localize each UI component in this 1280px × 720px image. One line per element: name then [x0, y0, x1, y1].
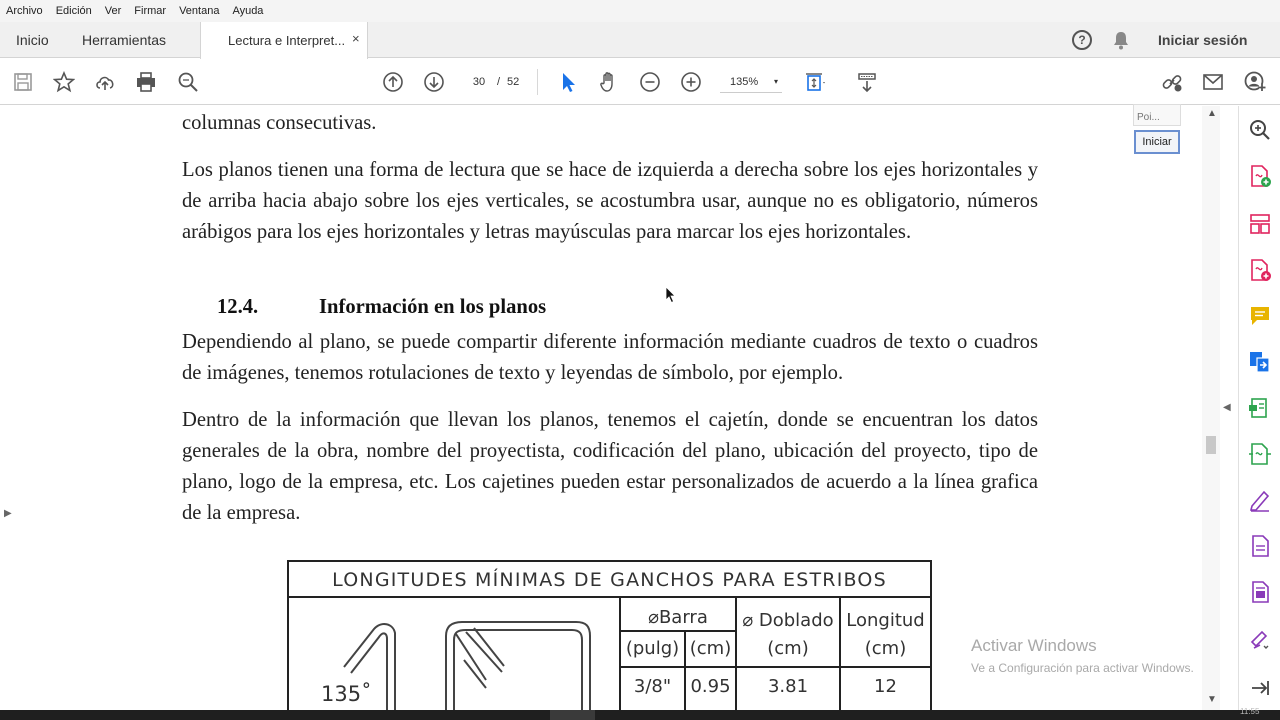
left-panel-toggle-icon[interactable]: ▶ — [4, 508, 12, 519]
page-total: 52 — [507, 76, 520, 88]
menu-archivo[interactable]: Archivo — [6, 5, 43, 17]
tab-inicio[interactable]: Inicio — [16, 32, 49, 48]
signin-button[interactable]: Iniciar sesión — [1158, 32, 1248, 48]
zoom-select[interactable] — [720, 71, 782, 93]
vertical-scrollbar[interactable] — [1202, 106, 1220, 710]
mouse-cursor-icon — [665, 286, 677, 304]
star-icon[interactable] — [52, 70, 76, 94]
menu-bar — [0, 0, 1280, 22]
menu-edicion[interactable]: Edición — [55, 5, 92, 17]
table-title: LONGITUDES MÍNIMAS DE GANCHOS PARA ESTRIBOS — [289, 562, 930, 598]
print-icon[interactable] — [134, 70, 158, 94]
activation-watermark-title: Activar Windows — [971, 636, 1097, 655]
menu-ver[interactable]: Ver — [104, 5, 122, 17]
toolbar-divider — [537, 69, 538, 95]
menu-firmar[interactable]: Firmar — [134, 5, 167, 17]
header-pulg: (pulg) — [625, 638, 680, 659]
paragraph-2: Dependiendo al plano, se puede compartir diferente información mediante cuadros de texto o cuadros de imágenes, tenemos rotulaciones de texto y leyendas de símbolo, por ejemplo. — [182, 331, 1038, 384]
find-input[interactable] — [1133, 104, 1181, 126]
close-icon[interactable]: × — [352, 31, 360, 46]
page-number-input[interactable] — [465, 71, 493, 93]
select-arrow-icon[interactable] — [556, 70, 580, 94]
paragraph-1: Los planos tienen una forma de lectura que se hace de izquierda a derecha sobre los ejes horizontales y de arriba hacia abajo sobre los ejes verticales, se acostumbra usar, aunque no es obligatorio, números arábigos para los ejes horizontales y letras mayúsculas para marcar los ejes horizontales. — [182, 159, 1038, 243]
mail-icon[interactable] — [1201, 70, 1225, 94]
save-icon[interactable] — [11, 70, 35, 94]
header-longitud-unit: (cm) — [864, 638, 907, 659]
tools-panel — [1238, 106, 1280, 710]
activation-watermark-subtitle: Ve a Configuración para activar Windows. — [971, 661, 1194, 675]
right-panel-toggle-icon[interactable]: ◀ — [1223, 402, 1231, 413]
page-up-icon[interactable] — [381, 70, 405, 94]
page-separator: / — [497, 76, 501, 88]
scroll-mode-icon[interactable] — [855, 70, 879, 94]
header-cm: (cm) — [689, 638, 732, 659]
zoom-out-icon[interactable] — [638, 70, 662, 94]
header-longitud: Longitud — [846, 610, 925, 631]
tab-herramientas[interactable]: Herramientas — [82, 32, 167, 48]
send-for-signature-icon[interactable] — [1248, 534, 1272, 558]
taskbar — [0, 707, 1280, 720]
taskbar-clock: 11:55 — [1240, 707, 1260, 716]
table-divider — [619, 666, 930, 668]
zoom-in-icon[interactable] — [679, 70, 703, 94]
section-title: Información en los planos — [319, 296, 547, 318]
taskbar-active-app[interactable] — [550, 710, 595, 720]
chevron-down-icon: ▾ — [773, 77, 778, 86]
page-down-icon[interactable] — [422, 70, 446, 94]
upload-cloud-icon[interactable] — [93, 70, 117, 94]
row1-longitud: 12 — [874, 676, 897, 697]
comment-icon[interactable] — [1248, 304, 1272, 328]
tab-document-label: Lectura e Interpret... — [228, 33, 346, 48]
scroll-down-icon[interactable]: ▼ — [1207, 694, 1217, 705]
user-share-icon[interactable] — [1243, 70, 1267, 94]
angle-label: 135˚ — [321, 682, 372, 706]
paragraph-3: Dentro de la información que llevan los planos, tenemos el cajetín, donde se encuentran los datos generales de la obra, nombre del proyectista, codificación del plano, ubicación del proyecto, tipo de plano, logo de la empresa, etc. Los cajetines pueden estar personalizados de acuerdo a la línea grafica de la empresa. — [182, 409, 1038, 524]
menu-ventana[interactable]: Ventana — [179, 5, 220, 17]
link-share-icon[interactable] — [1160, 70, 1184, 94]
section-number: 12.4. — [217, 296, 259, 318]
search-icon[interactable] — [176, 70, 200, 94]
header-barra: ⌀Barra — [648, 607, 708, 628]
scrollbar-thumb[interactable] — [1206, 436, 1216, 454]
fill-sign-icon[interactable] — [1248, 488, 1272, 512]
stirrup-drawing — [444, 620, 594, 720]
paragraph-prev: columnas consecutivas. — [182, 112, 377, 134]
export-pdf-icon[interactable] — [1248, 164, 1272, 188]
menu-ayuda[interactable]: Ayuda — [232, 5, 264, 17]
protect-pdf-icon[interactable] — [1248, 580, 1272, 604]
bell-icon[interactable] — [1112, 30, 1130, 50]
hook-lengths-table — [287, 560, 932, 720]
compress-pdf-icon[interactable] — [1248, 442, 1272, 466]
section-heading — [217, 296, 546, 319]
table-divider — [619, 630, 737, 632]
hand-tool-icon[interactable] — [597, 70, 621, 94]
tab-bar — [0, 22, 1280, 58]
main-toolbar — [0, 59, 1280, 105]
row1-cm: 0.95 — [690, 676, 731, 697]
search-zoom-icon[interactable] — [1248, 118, 1272, 142]
find-start-button[interactable]: Iniciar — [1134, 130, 1180, 154]
help-icon[interactable]: ? — [1072, 30, 1092, 50]
row1-pulg: 3/8" — [633, 676, 672, 697]
scroll-up-icon[interactable]: ▲ — [1207, 108, 1217, 119]
page-fit-icon[interactable] — [803, 70, 827, 94]
collapse-panel-icon[interactable] — [1248, 676, 1272, 700]
row1-doblado: 3.81 — [767, 676, 809, 697]
combine-files-icon[interactable] — [1248, 350, 1272, 374]
create-pdf-icon[interactable] — [1248, 258, 1272, 282]
more-tools-icon[interactable] — [1248, 626, 1272, 650]
header-doblado-unit: (cm) — [767, 638, 809, 659]
zoom-value: 135% — [730, 76, 759, 88]
organize-pages-icon[interactable] — [1248, 212, 1272, 236]
edit-pdf-icon[interactable] — [1248, 396, 1272, 420]
tab-document[interactable] — [200, 22, 368, 59]
header-doblado: ⌀ Doblado — [742, 610, 834, 631]
